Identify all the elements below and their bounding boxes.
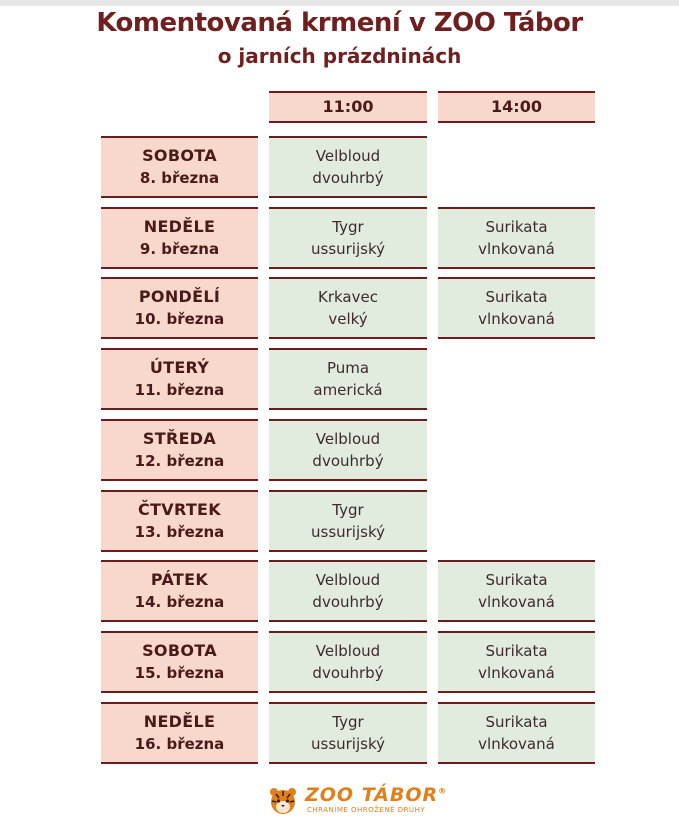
- day-name: NEDĚLE: [143, 217, 216, 236]
- day-cell: [101, 348, 258, 410]
- feeding-1400-cell: [438, 560, 595, 622]
- day-name: SOBOTA: [142, 641, 217, 660]
- feeding-1400-cell: [438, 207, 595, 269]
- animal-name-line: dvouhrbý: [312, 664, 384, 682]
- feeding-1100-cell: [269, 419, 427, 481]
- day-date: 14. března: [134, 593, 225, 611]
- day-date: 8. března: [139, 169, 220, 187]
- day-name: STŘEDA: [142, 429, 217, 448]
- day-name: ÚTERÝ: [149, 358, 210, 377]
- feeding-1100-cell: [269, 631, 427, 693]
- schedule-row: [0, 136, 679, 198]
- feeding-1100-cell: [269, 348, 427, 410]
- day-date: 16. března: [134, 735, 225, 753]
- feeding-1100-cell: [269, 702, 427, 764]
- schedule-row: [0, 348, 679, 410]
- animal-name-line: ussurijský: [311, 240, 385, 258]
- schedule-row: [0, 560, 679, 622]
- day-name: NEDĚLE: [143, 712, 216, 731]
- animal-name-line: dvouhrbý: [312, 593, 384, 611]
- day-date: 9. března: [139, 240, 220, 258]
- feeding-1400-cell: [438, 631, 595, 693]
- animal-name-line: Velbloud: [315, 147, 381, 165]
- animal-name-line: Surikata: [485, 642, 548, 660]
- animal-name-line: Tygr: [332, 218, 364, 236]
- day-name: PONDĚLÍ: [138, 287, 221, 306]
- tiger-head-icon: [267, 785, 299, 817]
- day-date: 12. března: [134, 452, 225, 470]
- feeding-1100-cell: [269, 136, 427, 198]
- schedule-row: [0, 277, 679, 339]
- animal-name-line: americká: [313, 381, 383, 399]
- animal-name-line: vlnkovaná: [478, 664, 555, 682]
- day-name: ČTVRTEK: [138, 500, 221, 519]
- feeding-1400-cell: [438, 277, 595, 339]
- animal-name-line: Surikata: [485, 288, 548, 306]
- feeding-1100-cell: [269, 207, 427, 269]
- animal-name-line: Velbloud: [315, 642, 381, 660]
- schedule-row: [0, 702, 679, 764]
- zoo-brand-name: ZOO TÁBOR®: [305, 784, 448, 806]
- feeding-1400-cell: [438, 702, 595, 764]
- day-cell: [101, 631, 258, 693]
- day-date: 15. března: [134, 664, 225, 682]
- schedule-row: [0, 207, 679, 269]
- day-cell: [101, 560, 258, 622]
- animal-name-line: vlnkovaná: [478, 735, 555, 753]
- animal-name-line: Surikata: [485, 713, 548, 731]
- page-subtitle: o jarních prázdninách: [217, 44, 462, 68]
- animal-name-line: Puma: [326, 359, 370, 377]
- top-bar: [0, 0, 679, 6]
- animal-name-line: vlnkovaná: [478, 593, 555, 611]
- animal-name-line: Surikata: [485, 218, 548, 236]
- feeding-1100-cell: [269, 560, 427, 622]
- day-cell: [101, 419, 258, 481]
- zoo-tagline: CHRÁNÍME OHROŽENÉ DRUHY: [307, 806, 426, 814]
- animal-name-line: Tygr: [332, 713, 364, 731]
- day-cell: [101, 277, 258, 339]
- animal-name-line: Krkavec: [318, 288, 378, 306]
- day-cell: [101, 136, 258, 198]
- schedule-row: [0, 490, 679, 552]
- day-date: 13. března: [134, 523, 225, 541]
- day-cell: [101, 702, 258, 764]
- day-cell: [101, 207, 258, 269]
- animal-name-line: ussurijský: [311, 735, 385, 753]
- time-header-1400: 14:00: [438, 91, 595, 123]
- schedule-row: [0, 631, 679, 693]
- feeding-1100-cell: [269, 277, 427, 339]
- animal-name-line: dvouhrbý: [312, 169, 384, 187]
- day-name: PÁTEK: [150, 570, 209, 589]
- animal-name-line: ussurijský: [311, 523, 385, 541]
- day-cell: [101, 490, 258, 552]
- animal-name-line: Velbloud: [315, 571, 381, 589]
- day-name: SOBOTA: [142, 146, 217, 165]
- schedule-row: [0, 419, 679, 481]
- feeding-1100-cell: [269, 490, 427, 552]
- animal-name-line: Tygr: [332, 501, 364, 519]
- animal-name-line: Surikata: [485, 571, 548, 589]
- animal-name-line: Velbloud: [315, 430, 381, 448]
- day-date: 11. března: [134, 381, 225, 399]
- zoo-logo: [263, 783, 448, 817]
- animal-name-line: velký: [328, 310, 368, 328]
- day-date: 10. března: [134, 310, 225, 328]
- animal-name-line: vlnkovaná: [478, 240, 555, 258]
- page-title: Komentovaná krmení v ZOO Tábor: [96, 8, 583, 38]
- animal-name-line: dvouhrbý: [312, 452, 384, 470]
- time-header-1100: 11:00: [269, 91, 427, 123]
- animal-name-line: vlnkovaná: [478, 310, 555, 328]
